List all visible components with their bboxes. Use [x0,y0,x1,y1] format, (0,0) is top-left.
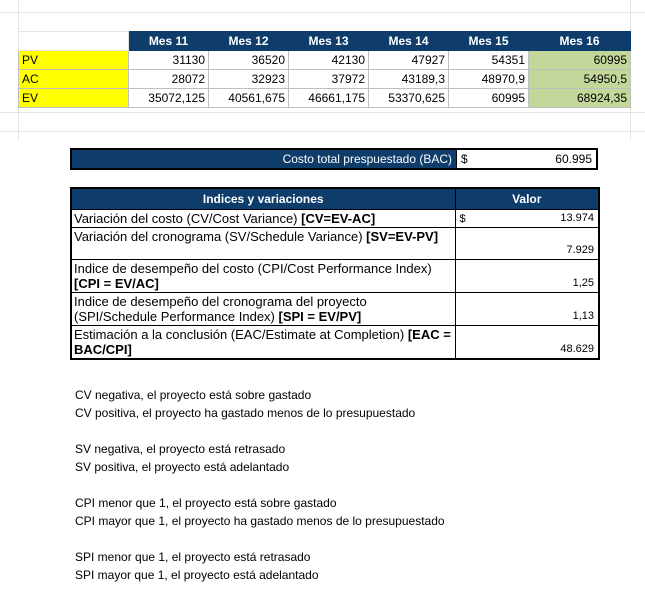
index-row-eac [71,326,599,360]
cell[interactable]: 60995 [449,89,529,108]
cell[interactable]: 36520 [209,51,289,70]
cell[interactable]: 54351 [449,51,529,70]
index-value: 13.974 [560,212,594,224]
indices-header-right[interactable]: Valor [455,188,599,210]
cell[interactable]: 46661,175 [289,89,369,108]
header-cell[interactable]: Mes 14 [369,32,449,51]
index-text: Indice de desempeño del cronograma del proyecto (SPI/Schedule Performance Index) [74,294,367,324]
note-spi-above-one[interactable]: SPI mayor que 1, el proyecto está adelantado [75,568,319,582]
monthly-data-table [18,31,631,108]
note-cpi-below-one[interactable]: CPI menor que 1, el proyecto está sobre gastado [75,496,337,510]
index-row-spi [71,293,599,326]
note-sv-negative[interactable]: SV negativa, el proyecto está retrasado [75,442,286,456]
cell[interactable]: 40561,675 [209,89,289,108]
bac-value[interactable]: 60.995 [555,152,592,166]
indices-header-left[interactable]: Indices y variaciones [71,188,455,210]
header-cell[interactable]: Mes 12 [209,32,289,51]
header-row [19,32,631,51]
index-value-cell[interactable] [455,260,599,293]
note-cpi-above-one[interactable]: CPI mayor que 1, el proyecto ha gastado menos de lo presupuestado [75,514,445,528]
cell[interactable]: 48970,9 [449,70,529,89]
header-cell[interactable]: Mes 15 [449,32,529,51]
gridline [0,12,645,13]
cell[interactable]: 47927 [369,51,449,70]
cell[interactable]: 60995 [529,51,631,70]
bac-box [70,148,598,170]
gridline [0,112,645,113]
index-description[interactable] [71,228,455,260]
cell[interactable]: 37972 [289,70,369,89]
indices-table [70,187,600,360]
note-cv-positive[interactable]: CV positiva, el proyecto ha gastado menos de lo presupuestado [75,406,416,420]
index-text: Variación del cronograma (SV/Schedule Variance) [74,229,367,244]
header-cell[interactable]: Mes 16 [529,32,631,51]
index-description[interactable] [71,293,455,326]
index-text: Indice de desempeño del costo (CPI/Cost Performance Index) [74,261,432,276]
gridline [0,131,645,132]
index-formula: [SV=EV-PV] [366,229,439,244]
index-value: 48.629 [560,343,594,355]
row-label[interactable]: EV [19,89,129,108]
index-formula: [SPI = EV/PV] [278,309,362,324]
cell[interactable]: 35072,125 [129,89,209,108]
bac-label[interactable]: Costo total prespuestado (BAC) [72,150,456,168]
index-value-cell[interactable] [455,326,599,360]
index-description[interactable] [71,210,455,228]
note-cv-negative[interactable]: CV negativa, el proyecto está sobre gastado [75,388,312,402]
index-value-cell[interactable] [455,293,599,326]
cell[interactable]: 68924,35 [529,89,631,108]
index-formula: [EAC = BAC/CPI] [74,327,451,357]
index-description[interactable] [71,326,455,360]
index-row-cpi [71,260,599,293]
index-text: Estimación a la conclusión (EAC/Estimate at Completion) [74,327,408,342]
cell[interactable]: 54950,5 [529,70,631,89]
table-row-ev [19,89,631,108]
index-value: 1,25 [572,277,594,289]
cell[interactable]: 28072 [129,70,209,89]
index-value: 7.929 [566,244,594,256]
index-formula: [CV=EV-AC] [301,211,376,226]
index-value-cell[interactable] [455,228,599,260]
index-row-cv [71,210,599,228]
bac-currency[interactable]: $ [456,150,486,168]
index-formula: [CPI = EV/AC] [74,276,159,291]
table-row-pv [19,51,631,70]
table-row-ac [19,70,631,89]
cell[interactable]: 53370,625 [369,89,449,108]
corner-cell[interactable] [19,32,129,51]
note-spi-below-one[interactable]: SPI menor que 1, el proyecto está retrasado [75,550,311,564]
cell[interactable]: 43189,3 [369,70,449,89]
cell[interactable]: 31130 [129,51,209,70]
row-label[interactable]: AC [19,70,129,89]
index-row-sv [71,228,599,260]
index-value-cell[interactable] [455,210,599,228]
header-cell[interactable]: Mes 11 [129,32,209,51]
index-description[interactable] [71,260,455,293]
index-value: 1,13 [572,310,594,322]
header-cell[interactable]: Mes 13 [289,32,369,51]
note-sv-positive[interactable]: SV positiva, el proyecto está adelantado [75,460,290,474]
index-text: Variación del costo (CV/Cost Variance) [74,211,302,226]
row-label[interactable]: PV [19,51,129,70]
cell[interactable]: 32923 [209,70,289,89]
indices-header-row [71,188,599,210]
index-currency: $ [459,213,466,225]
cell[interactable]: 42130 [289,51,369,70]
